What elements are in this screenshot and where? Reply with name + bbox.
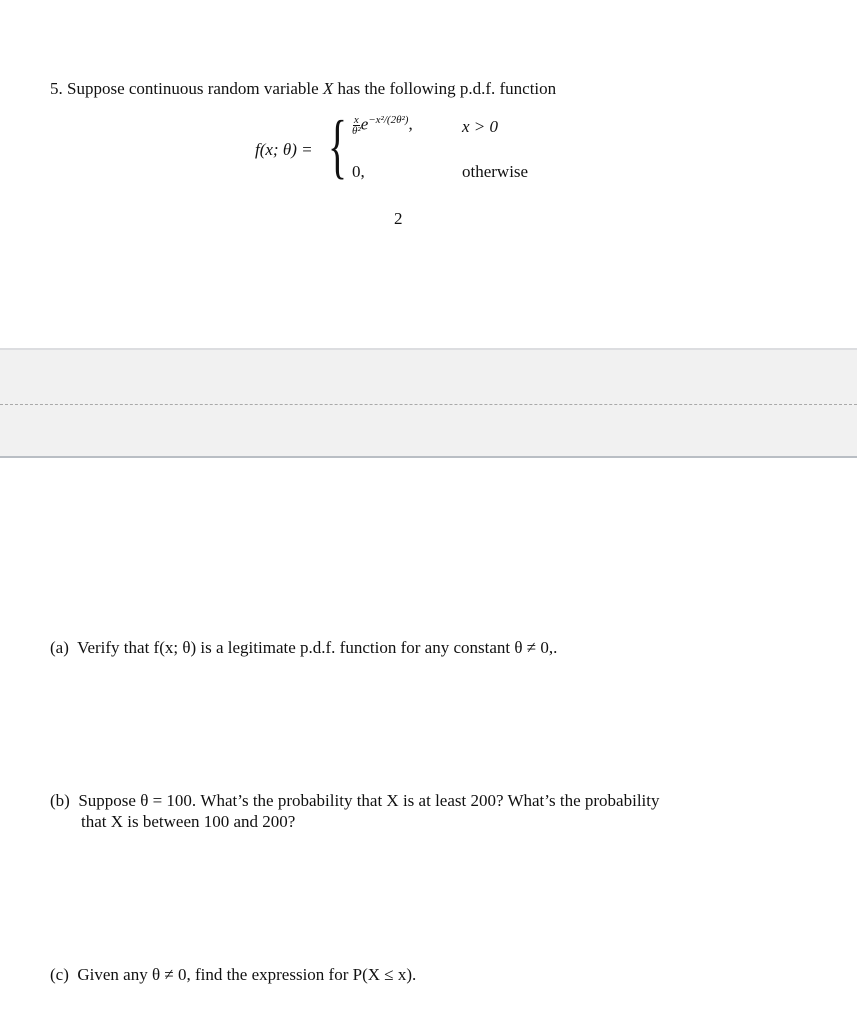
pdf-case-2-condition: otherwise	[462, 162, 529, 181]
comma: ,	[408, 114, 413, 134]
pdf-case-1	[352, 114, 413, 136]
problem-number: 5.	[50, 79, 63, 98]
intro-variable: X	[322, 79, 334, 98]
pdf-lhs: f(x; θ) =	[255, 140, 313, 159]
part-b-label: (b)	[50, 791, 70, 810]
page-break	[0, 348, 857, 458]
part-c-text: Given any θ ≠ 0, find the expression for P(X ≤ x).	[77, 965, 417, 984]
exp-base: e	[360, 114, 369, 134]
page-break-divider	[0, 404, 857, 405]
intro-text-end: has the following p.d.f. function	[333, 79, 557, 98]
part-a-text: Verify that f(x; θ) is a legitimate p.d.f. function for any constant θ ≠ 0,.	[77, 638, 558, 657]
problem-statement	[50, 79, 556, 99]
part-a-label: (a)	[50, 638, 69, 657]
part-c	[50, 965, 416, 985]
part-b-text-line1: Suppose θ = 100. What’s the probability that X is at least 200? What’s the probability	[78, 791, 660, 810]
pdf-case-2-value: 0,	[352, 162, 365, 181]
page-number: 2	[394, 209, 403, 228]
fraction-numerator: x	[353, 114, 359, 127]
intro-text: Suppose continuous random variable	[67, 79, 323, 98]
left-brace: {	[328, 106, 348, 186]
part-b-text-line2: that X is between 100 and 200?	[81, 812, 296, 831]
fraction-denominator: θ²	[352, 125, 361, 138]
exponent: −x²/(2θ²)	[368, 114, 409, 126]
pdf-case-1-condition: x > 0	[462, 117, 499, 136]
part-c-label: (c)	[50, 965, 69, 984]
part-a	[50, 638, 557, 658]
part-b	[50, 791, 659, 811]
